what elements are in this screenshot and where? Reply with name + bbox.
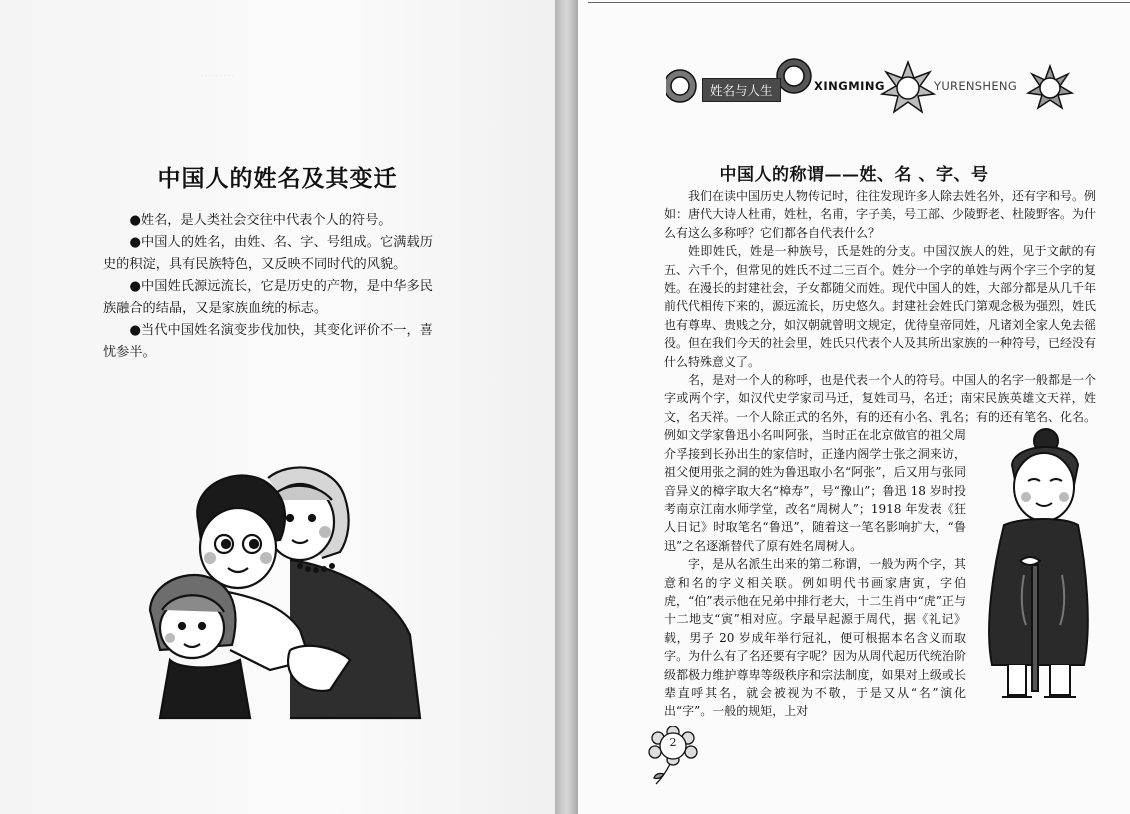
bleed-through-text: ········· xyxy=(200,69,235,83)
grandmother-illustration xyxy=(974,425,1099,705)
running-header xyxy=(666,58,1076,118)
left-page-title: 中国人的姓名及其变迁 xyxy=(157,165,398,193)
summary-point: ●当代中国姓名演变步伐加快，其变化评价不一，喜忧参半。 xyxy=(103,323,433,360)
left-page xyxy=(0,0,555,814)
header-latin-1: XINGMING xyxy=(814,79,885,93)
family-illustration xyxy=(140,460,430,720)
right-page-title: 中国人的称谓——姓、名 、字、号 xyxy=(719,165,989,186)
header-latin-2: YURENSHENG xyxy=(934,79,1018,93)
body-paragraph: 姓即姓氏，姓是一种族号，氏是姓的分支。中国汉族人的姓，见于文献的有五、六千个，但常见的姓氏不过二三百个。姓分一个字的单姓与两个字三个字的复姓。在漫长的封建社会，子女都随父而姓。现代中国人的姓，大部分都是从几千年前代代相传下来的，源远流长，历史悠久。封建社会姓氏门第观念极为强烈，姓氏也有尊卑、贵贱之分，如汉朝就曾明文规定，优待皇帝同姓，凡诸刘全家人免去徭役。但在我们今天的社会里，姓氏只代表个人及其所出家族的一种符号，已经没有什么特殊意义了。 xyxy=(664,244,1097,369)
left-page-summary xyxy=(103,210,433,364)
right-page xyxy=(578,0,1130,814)
body-paragraph: 字，是从名派生出来的第二称谓，一般为两个字，其意和名的字义相关联。例如明代书画家唐寅，字伯虎，“伯”表示他在兄弟中排行老大，十二生肖中“虎”正与十二地支“寅”相对应。字最早起源于周代，据《礼记》载，男子 20 岁成年举行冠礼，便可根据本名含义而取字。为什么有了名还要有字呢？因为从周代起历代统治阶级都极力维护尊卑等级秩序和宗法制度，如果对上级或长辈直呼其名，就会被视为不敬，于是又从“名”演化出“字”。一般的规矩，上对 xyxy=(664,557,966,719)
body-paragraph: 名，是对一个人的称呼，也是代表一个人的符号。中国人的名字一般都是一个字或两个字，如汉代史学家司马迁，复姓司马，名迁；南宋民族英雄文天祥，姓文，名天祥。一个人除正式的名外，有的还有小名、乳名；有的还有笔名、化名。例如文学家鲁迅小名叫阿张，当时正在北京做官的祖父周介孚接到长孙出生的家信时，正逢内阁学士张之洞来访，祖父便用张之洞的姓为鲁迅取小名“阿张”，后又用与张同音异义的樟字取大名“樟寿”，号“豫山”；鲁迅 18 岁时投考南京江南水师学堂，改名“周树人”；1918 年发表《狂人日记》时取笔名“鲁迅”，随着这一笔名影响扩大，“鲁迅”之名逐渐替代了原有姓名周树人。 xyxy=(664,373,1097,553)
body-paragraph: 我们在读中国历史人物传记时，往往发现许多人除去姓名外，还有字和号。例如：唐代大诗人杜甫，姓杜，名甫，字子美，号工部、少陵野老、杜陵野客。为什么有这么多称呼？它们都各自代表什么？ xyxy=(664,189,1097,240)
top-rule xyxy=(588,2,1130,3)
book-gutter xyxy=(555,0,578,814)
summary-point: ●姓名，是人类社会交往中代表个人的符号。 xyxy=(129,213,392,228)
summary-point: ●中国人的姓名，由姓、名、字、号组成。它满载历史的积淀，具有民族特色，又反映不同时代的风貌。 xyxy=(103,235,433,272)
page-number-badge xyxy=(648,726,698,786)
flower-icon xyxy=(648,726,698,786)
header-series-tag: 姓名与人生 xyxy=(702,78,781,102)
page-number: 2 xyxy=(669,736,677,749)
summary-point: ●中国姓氏源远流长，它是历史的产物，是中华多民族融合的结晶，又是家族血统的标志。 xyxy=(103,279,433,316)
